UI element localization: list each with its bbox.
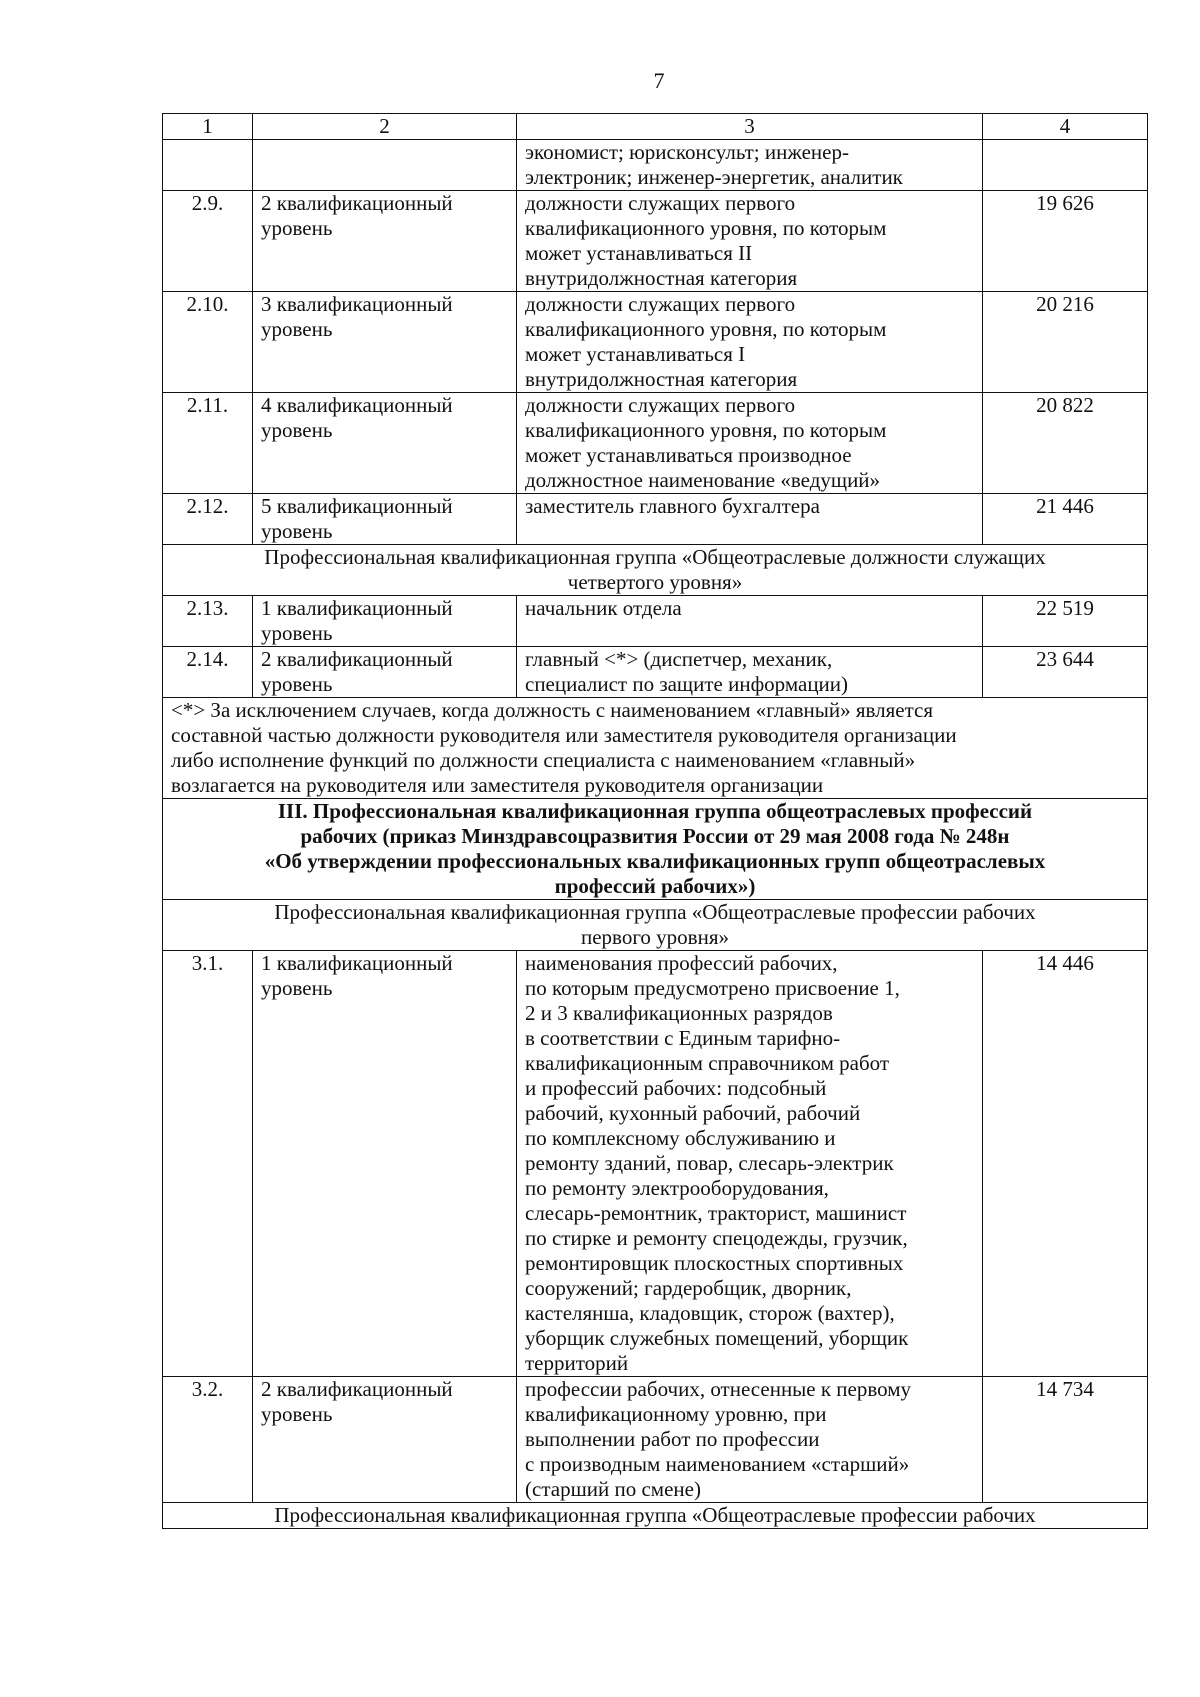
qualification-level: 2 квалификационный уровень	[253, 1377, 517, 1503]
footnote: <*> За исключением случаев, когда должность с наименованием «главный» является составной частью должности руководителя или заместителя руководителя организации либо исполнение функций по должности специалиста с наименованием «главный» возлагается на руководителя или заместителя руководителя организации	[163, 698, 1148, 799]
qualification-level: 1 квалификационный уровень	[253, 951, 517, 1377]
section-heading-row	[163, 799, 1148, 900]
group-heading: Профессиональная квалификационная группа «Общеотраслевые должности служащих четвертого уровня»	[163, 545, 1148, 596]
table-row	[163, 1377, 1148, 1503]
salary-value: 23 644	[983, 647, 1148, 698]
position-description: должности служащих первого квалификационного уровня, по которым может устанавливаться производное должностное наименование «ведущий»	[517, 393, 983, 494]
position-description: начальник отдела	[517, 596, 983, 647]
table-row	[163, 292, 1148, 393]
table-row	[163, 951, 1148, 1377]
position-description: профессии рабочих, отнесенные к первому квалификационному уровню, при выполнении работ по профессии с производным наименованием «старший» (старший по смене)	[517, 1377, 983, 1503]
salary-value: 20 216	[983, 292, 1148, 393]
table-row	[163, 191, 1148, 292]
page-number: 7	[653, 68, 665, 93]
position-description: заместитель главного бухгалтера	[517, 494, 983, 545]
column-header-4: 4	[983, 114, 1148, 140]
group-heading-row	[163, 545, 1148, 596]
salary-value	[983, 140, 1148, 191]
qualification-level	[253, 140, 517, 191]
qualification-level: 5 квалификационный уровень	[253, 494, 517, 545]
position-description: экономист; юрисконсульт; инженер- электроник; инженер-энергетик, аналитик	[517, 140, 983, 191]
section-heading: III. Профессиональная квалификационная группа общеотраслевых профессий рабочих (приказ Минздравсоцразвития России от 29 мая 2008 года № 248н «Об утверждении профессиональных квалификационных групп общеотраслевых профессий рабочих»)	[163, 799, 1148, 900]
salary-table-container	[162, 113, 1147, 1529]
table-row	[163, 494, 1148, 545]
row-number: 2.14.	[163, 647, 253, 698]
qualification-level: 3 квалификационный уровень	[253, 292, 517, 393]
salary-table	[162, 113, 1148, 1529]
group-heading-row	[163, 900, 1148, 951]
footnote-row	[163, 698, 1148, 799]
row-number: 2.12.	[163, 494, 253, 545]
salary-value: 21 446	[983, 494, 1148, 545]
table-row	[163, 596, 1148, 647]
position-description: наименования профессий рабочих, по которым предусмотрено присвоение 1, 2 и 3 квалификационных разрядов в соответствии с Единым тарифно- квалификационным справочником работ и профессий рабочих: подсобный рабочий, кухонный рабочий, рабочий по комплексному обслуживанию и ремонту зданий, повар, слесарь-электрик по ремонту электрооборудования, слесарь-ремонтник, тракторист, машинист по стирке и ремонту спецодежды, грузчик, ремонтировщик плоскостных спортивных сооружений; гардеробщик, дворник, кастелянша, кладовщик, сторож (вахтер), уборщик служебных помещений, уборщик территорий	[517, 951, 983, 1377]
qualification-level: 2 квалификационный уровень	[253, 191, 517, 292]
qualification-level: 1 квалификационный уровень	[253, 596, 517, 647]
row-number: 3.2.	[163, 1377, 253, 1503]
salary-value: 14 446	[983, 951, 1148, 1377]
table-row	[163, 647, 1148, 698]
position-description: главный <*> (диспетчер, механик, специалист по защите информации)	[517, 647, 983, 698]
qualification-level: 2 квалификационный уровень	[253, 647, 517, 698]
table-header-row	[163, 114, 1148, 140]
group-heading-row	[163, 1503, 1148, 1529]
qualification-level: 4 квалификационный уровень	[253, 393, 517, 494]
row-number: 2.10.	[163, 292, 253, 393]
salary-value: 19 626	[983, 191, 1148, 292]
salary-value: 20 822	[983, 393, 1148, 494]
position-description: должности служащих первого квалификационного уровня, по которым может устанавливаться II внутридолжностная категория	[517, 191, 983, 292]
salary-value: 22 519	[983, 596, 1148, 647]
column-header-1: 1	[163, 114, 253, 140]
row-number: 3.1.	[163, 951, 253, 1377]
row-number	[163, 140, 253, 191]
column-header-2: 2	[253, 114, 517, 140]
group-heading: Профессиональная квалификационная группа «Общеотраслевые профессии рабочих первого уровня»	[163, 900, 1148, 951]
position-description: должности служащих первого квалификационного уровня, по которым может устанавливаться I внутридолжностная категория	[517, 292, 983, 393]
row-number: 2.13.	[163, 596, 253, 647]
row-number: 2.9.	[163, 191, 253, 292]
table-row	[163, 140, 1148, 191]
row-number: 2.11.	[163, 393, 253, 494]
table-row	[163, 393, 1148, 494]
salary-value: 14 734	[983, 1377, 1148, 1503]
column-header-3: 3	[517, 114, 983, 140]
group-heading: Профессиональная квалификационная группа «Общеотраслевые профессии рабочих	[163, 1503, 1148, 1529]
